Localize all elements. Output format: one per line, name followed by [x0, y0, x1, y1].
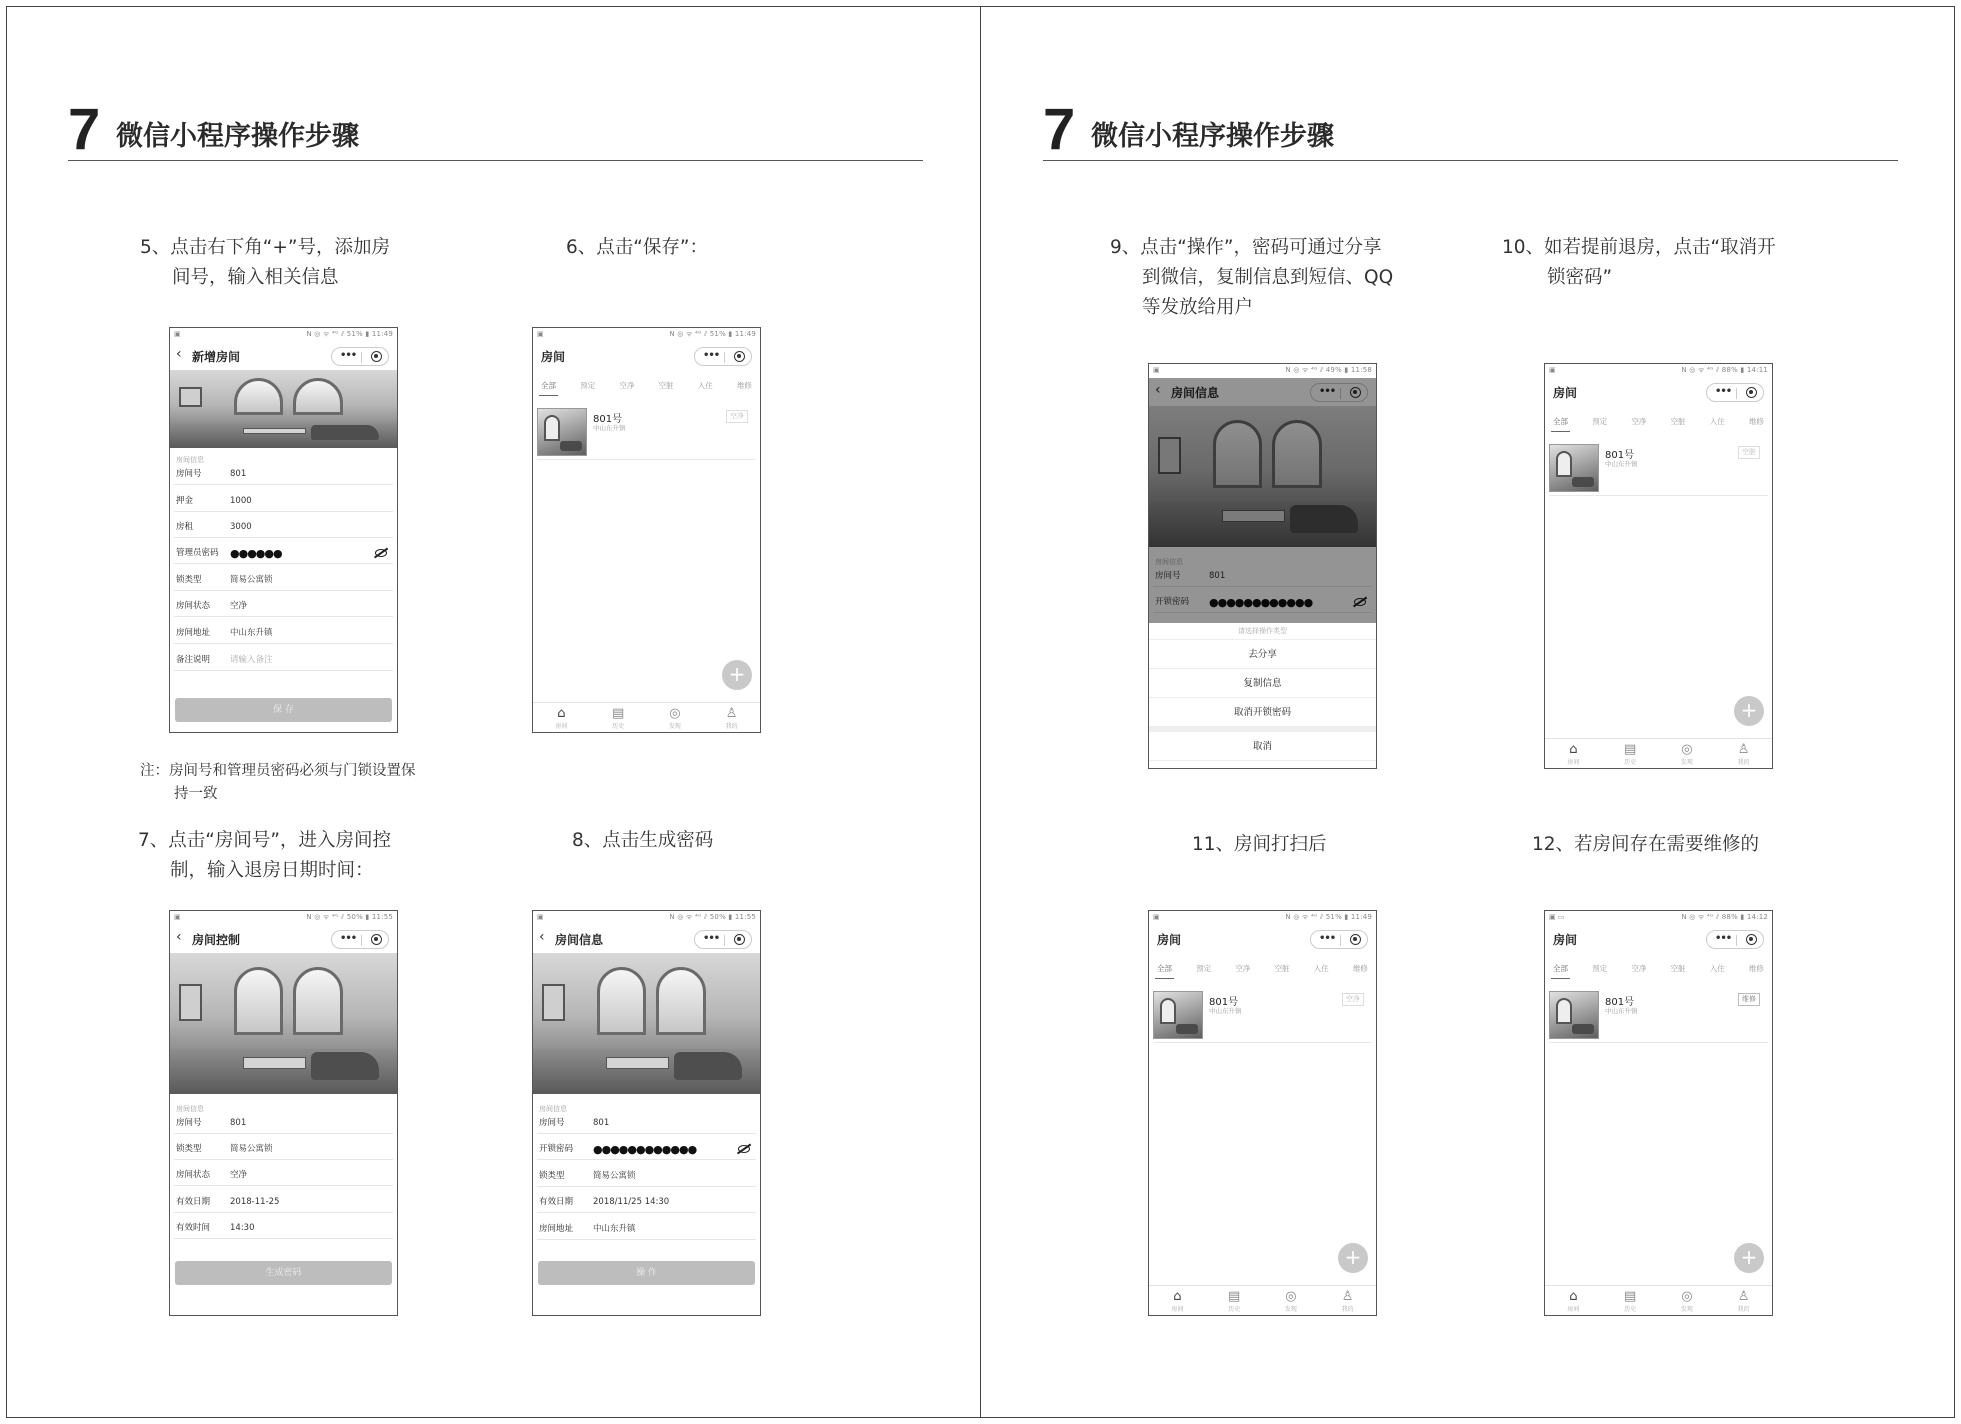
step5-line1: 5、点击右下角“+”号，添加房 [140, 237, 390, 258]
tabbar-label: 我的 [725, 723, 738, 730]
header-rule [1043, 160, 1898, 161]
step11-line1: 11、房间打扫后 [1192, 834, 1327, 855]
nav-title: 房间 [1553, 386, 1578, 400]
step8-line1: 8、点击生成密码 [572, 830, 714, 851]
row-address[interactable] [174, 623, 393, 644]
field-value: 2018/11/25 14:30 [593, 1197, 670, 1207]
tab-booked[interactable]: 预定 [1592, 417, 1608, 426]
nav-title: 新增房间 [192, 350, 241, 364]
step10-caption [1502, 233, 1776, 293]
tabbar-discover[interactable] [1667, 1286, 1707, 1315]
add-room-button[interactable]: + [1338, 1243, 1368, 1273]
back-arrow-icon[interactable]: ‹ [539, 929, 545, 945]
step5-caption [140, 233, 390, 293]
step5-line2: 间号，输入相关信息 [172, 267, 339, 288]
time-picker[interactable]: 14:30 [230, 1223, 255, 1233]
tab-occupied[interactable]: 入住 [697, 381, 713, 390]
field-value[interactable]: 简易公寓锁 [230, 575, 273, 585]
tab-all[interactable]: 全部 [1551, 963, 1570, 979]
note-line2: 持一致 [174, 786, 218, 802]
field-label: 房间地址 [176, 628, 211, 638]
tabbar-label: 我的 [1737, 1306, 1750, 1313]
tab-occupied[interactable]: 入住 [1709, 964, 1725, 973]
room-name: 801号 [1209, 997, 1239, 1008]
right-page-header [1043, 97, 1898, 162]
room-photo [170, 370, 397, 448]
field-value[interactable]: 空净 [230, 601, 248, 611]
step11-caption [1192, 830, 1327, 860]
room-address: 中山东升镇 [1605, 1007, 1638, 1015]
back-arrow-icon[interactable]: ‹ [176, 346, 182, 362]
tabbar-label: 历史 [1624, 759, 1637, 766]
row-admin-password[interactable] [174, 543, 393, 564]
row-room-no[interactable] [174, 1113, 393, 1134]
share-option[interactable]: 去分享 [1149, 640, 1376, 669]
status-bar [1545, 911, 1772, 924]
hide-password-icon[interactable] [738, 1145, 750, 1153]
close-target-icon[interactable] [371, 351, 382, 362]
row-deposit[interactable] [174, 491, 393, 512]
tab-all[interactable]: 全部 [1551, 416, 1570, 432]
field-value: 801 [1209, 571, 1226, 581]
tabbar-discover[interactable] [655, 703, 695, 732]
tab-dirty[interactable]: 空脏 [658, 381, 674, 390]
more-icon[interactable]: ••• [703, 933, 720, 944]
home-icon: ⌂ [1173, 1289, 1182, 1304]
tab-booked[interactable]: 预定 [580, 381, 596, 390]
filter-tabs [1551, 963, 1766, 979]
copy-info-option[interactable]: 复制信息 [1149, 669, 1376, 698]
room-thumbnail [1549, 444, 1599, 492]
tabbar-rooms[interactable] [1157, 1286, 1197, 1315]
field-value: 简易公寓锁 [593, 1171, 636, 1181]
more-icon[interactable]: ••• [340, 350, 357, 361]
section-label: 房间信息 [1155, 558, 1183, 566]
row-room-status[interactable] [174, 596, 393, 617]
list-item[interactable] [1549, 442, 1768, 496]
status-right: N ◎ ᯤ ⁴ᴳ ⫽ 88% ▮ 14:11 [1681, 366, 1768, 374]
status-bar [1149, 911, 1376, 924]
row-address [537, 1219, 756, 1240]
field-label: 房间状态 [176, 1170, 211, 1180]
capsule-menu[interactable] [331, 930, 389, 949]
status-left: ▣ [1153, 913, 1160, 921]
step10-line2: 锁密码” [1547, 267, 1613, 288]
compass-icon: ◎ [1285, 1289, 1297, 1304]
phone-room-list-clean [1148, 910, 1377, 1316]
status-right: N ◎ ᯤ ⁴ᴳ ⫽ 50% ▮ 11:55 [306, 913, 393, 921]
tabbar-rooms[interactable] [541, 703, 581, 732]
more-icon[interactable]: ••• [1319, 386, 1336, 397]
add-room-button[interactable]: + [1734, 1243, 1764, 1273]
status-badge: 空净 [1342, 993, 1364, 1006]
step7-caption [138, 826, 391, 886]
compass-icon: ◎ [1681, 742, 1693, 757]
status-right: N ◎ ᯤ ⁴ᴳ ⫽ 49% ▮ 11:58 [1285, 366, 1372, 374]
tab-dirty[interactable]: 空脏 [1274, 964, 1290, 973]
capsule-menu[interactable] [694, 930, 752, 949]
chapter-title: 微信小程序操作步骤 [1091, 121, 1334, 152]
phone-room-info [532, 910, 761, 1316]
more-icon[interactable]: ••• [1715, 933, 1732, 944]
field-value[interactable]: 801 [230, 469, 247, 479]
row-valid-date [537, 1192, 756, 1213]
field-label: 房间状态 [176, 601, 211, 611]
step9-line2: 到微信，复制信息到短信、QQ [1142, 267, 1394, 288]
phone-room-list [532, 327, 761, 733]
tabbar-label: 发现 [1680, 1306, 1693, 1313]
status-left: ▣ [174, 330, 181, 338]
tabbar-me[interactable] [712, 703, 752, 732]
nav-bar [533, 925, 760, 953]
remark-placeholder[interactable]: 请输入备注 [230, 655, 273, 665]
nav-bar [170, 342, 397, 370]
capsule-menu[interactable] [1706, 930, 1764, 949]
tabbar-label: 房间 [555, 723, 568, 730]
add-room-button[interactable]: + [722, 660, 752, 690]
history-icon: ▤ [1227, 1289, 1241, 1304]
status-left: ▣ [1549, 366, 1556, 374]
field-label: 锁类型 [176, 575, 202, 585]
more-icon[interactable]: ••• [1715, 386, 1732, 397]
tab-booked[interactable]: 预定 [1196, 964, 1212, 973]
user-icon: ♙ [1341, 1289, 1354, 1304]
chapter-title: 微信小程序操作步骤 [116, 121, 359, 152]
history-icon: ▤ [1623, 742, 1637, 757]
field-label: 备注说明 [176, 655, 211, 665]
generate-password-button[interactable]: 生成密码 [175, 1261, 392, 1285]
field-label: 房租 [176, 522, 194, 532]
room-name: 801号 [1605, 450, 1635, 461]
status-right: N ◎ ᯤ ⁴ᴳ ⫽ 51% ▮ 11:49 [1285, 913, 1372, 921]
row-unlock-password [537, 1139, 756, 1160]
back-arrow-icon[interactable]: ‹ [176, 929, 182, 945]
step12-caption [1532, 830, 1759, 860]
field-value[interactable]: 1000 [230, 496, 252, 506]
tabbar-label: 历史 [1228, 1306, 1241, 1313]
status-bar [170, 328, 397, 341]
list-item[interactable] [1549, 989, 1768, 1043]
status-left: ▣ [1153, 366, 1160, 374]
status-left: ▣ [174, 913, 181, 921]
row-room-no[interactable] [174, 464, 393, 485]
tabbar-history[interactable] [598, 703, 638, 732]
more-icon[interactable]: ••• [1319, 933, 1336, 944]
status-bar [1545, 364, 1772, 377]
tabbar-label: 房间 [1567, 1306, 1580, 1313]
room-thumbnail [537, 408, 587, 456]
note-line1: 注：房间号和管理员密码必须与门锁设置保 [140, 763, 416, 779]
tabbar-label: 房间 [1567, 759, 1580, 766]
tab-repair[interactable]: 维修 [1748, 964, 1764, 973]
close-target-icon[interactable] [734, 351, 745, 362]
status-badge: 空净 [726, 410, 748, 423]
list-item[interactable] [1153, 989, 1372, 1043]
tab-repair[interactable]: 维修 [1748, 417, 1764, 426]
row-valid-time[interactable] [174, 1218, 393, 1239]
tabbar-history[interactable] [1214, 1286, 1254, 1315]
close-target-icon[interactable] [734, 934, 745, 945]
status-badge: 空脏 [1738, 446, 1760, 459]
row-lock-type[interactable] [174, 570, 393, 591]
add-room-button[interactable]: + [1734, 696, 1764, 726]
tab-bar [1545, 1285, 1772, 1315]
section-label: 房间信息 [176, 1105, 204, 1113]
nav-bar [1545, 925, 1772, 953]
more-icon[interactable]: ••• [703, 350, 720, 361]
step8-caption [572, 826, 713, 856]
step9-line3: 等发放给用户 [1142, 297, 1254, 318]
field-value[interactable]: 801 [230, 1118, 247, 1128]
status-bar [170, 911, 397, 924]
tabbar-me[interactable] [1724, 1286, 1764, 1315]
user-icon: ♙ [725, 706, 738, 721]
tabbar-label: 我的 [1737, 759, 1750, 766]
close-target-icon[interactable] [1350, 934, 1361, 945]
field-label: 开锁密码 [539, 1144, 574, 1154]
tab-booked[interactable]: 预定 [1592, 964, 1608, 973]
back-arrow-icon[interactable]: ‹ [1155, 382, 1161, 398]
compass-icon: ◎ [1681, 1289, 1693, 1304]
status-badge: 维修 [1738, 993, 1760, 1006]
tabbar-label: 历史 [612, 723, 625, 730]
home-icon: ⌂ [1569, 742, 1578, 757]
status-right: N ◎ ᯤ ⁴ᴳ ⫽ 51% ▮ 11:49 [306, 330, 393, 338]
history-icon: ▤ [611, 706, 625, 721]
field-value[interactable]: 空净 [230, 1170, 248, 1180]
left-page-header [68, 97, 923, 162]
nav-title: 房间 [1553, 933, 1578, 947]
tabbar-label: 房间 [1171, 1306, 1184, 1313]
tab-clean[interactable]: 空净 [1631, 417, 1647, 426]
row-valid-date[interactable] [174, 1192, 393, 1213]
home-icon: ⌂ [1569, 1289, 1578, 1304]
tab-repair[interactable]: 维修 [1352, 964, 1368, 973]
field-value[interactable]: 中山东升镇 [230, 628, 273, 638]
filter-tabs [539, 380, 754, 396]
field-label: 房间地址 [539, 1224, 574, 1234]
action-sheet [1149, 623, 1376, 761]
room-address: 中山东升镇 [1605, 460, 1638, 468]
compass-icon: ◎ [669, 706, 681, 721]
password-dots: ●●●●●●●●●●●● [1209, 596, 1313, 609]
phone-add-room [169, 327, 398, 733]
tabbar-rooms[interactable] [1553, 1286, 1593, 1315]
field-label: 房间号 [176, 469, 202, 479]
hide-password-icon[interactable] [375, 549, 387, 557]
phone-room-list-dirty [1544, 363, 1773, 769]
filter-tabs [1155, 963, 1370, 979]
step7-line1: 7、点击“房间号”，进入房间控 [138, 830, 391, 851]
field-label: 房间号 [1155, 571, 1181, 581]
note-caption [140, 760, 416, 806]
tab-all[interactable]: 全部 [539, 380, 558, 396]
nav-title: 房间信息 [555, 933, 604, 947]
filter-tabs [1551, 416, 1766, 432]
tabbar-me[interactable] [1328, 1286, 1368, 1315]
nav-title: 房间信息 [1171, 386, 1220, 400]
status-left: ▣ [537, 913, 544, 921]
row-remark[interactable] [174, 650, 393, 671]
tabbar-label: 发现 [668, 723, 681, 730]
row-room-no [537, 1113, 756, 1134]
row-rent[interactable] [174, 517, 393, 538]
nav-title: 房间控制 [192, 933, 241, 947]
capsule-menu[interactable] [1706, 383, 1764, 402]
user-icon: ♙ [1737, 742, 1750, 757]
tab-bar [1545, 738, 1772, 768]
room-thumbnail [1549, 991, 1599, 1039]
tab-all[interactable]: 全部 [1155, 963, 1174, 979]
tab-dirty[interactable]: 空脏 [1670, 964, 1686, 973]
phone-room-control [169, 910, 398, 1316]
field-label: 房间号 [176, 1118, 202, 1128]
capsule-menu[interactable] [1310, 930, 1368, 949]
tab-clean[interactable]: 空净 [1235, 964, 1251, 973]
password-dots[interactable]: ●●●●●● [230, 547, 282, 560]
room-photo [170, 953, 397, 1094]
status-right: N ◎ ᯤ ⁴ᴳ ⫽ 50% ▮ 11:55 [669, 913, 756, 921]
close-target-icon[interactable] [1746, 934, 1757, 945]
capsule-menu[interactable] [331, 347, 389, 366]
step9-caption [1110, 233, 1393, 323]
field-label: 锁类型 [539, 1171, 565, 1181]
field-value: 中山东升镇 [593, 1224, 636, 1234]
room-photo [533, 953, 760, 1094]
step6-line1: 6、点击“保存”： [566, 237, 708, 258]
room-address: 中山东升镇 [1209, 1007, 1242, 1015]
nav-bar [170, 925, 397, 953]
save-button[interactable]: 保 存 [175, 698, 392, 722]
step9-line1: 9、点击“操作”，密码可通过分享 [1110, 237, 1382, 258]
nav-bar [1149, 925, 1376, 953]
cancel-button[interactable]: 取消 [1149, 732, 1376, 761]
field-label: 有效时间 [176, 1223, 211, 1233]
field-label: 管理员密码 [176, 548, 219, 558]
field-label: 房间号 [539, 1118, 565, 1128]
tab-bar [533, 702, 760, 732]
field-label: 有效日期 [539, 1197, 574, 1207]
status-right: N ◎ ᯤ ⁴ᴳ ⫽ 51% ▮ 11:49 [669, 330, 756, 338]
section-label: 房间信息 [176, 456, 204, 464]
tab-dirty[interactable]: 空脏 [1670, 417, 1686, 426]
field-label: 押金 [176, 496, 194, 506]
tabbar-history[interactable] [1610, 739, 1650, 768]
nav-title: 房间 [1157, 933, 1182, 947]
nav-title: 房间 [541, 350, 566, 364]
header-rule [68, 160, 923, 161]
field-value: 801 [593, 1118, 610, 1128]
close-target-icon[interactable] [371, 934, 382, 945]
field-value[interactable]: 简易公寓锁 [230, 1144, 273, 1154]
date-picker[interactable]: 2018-11-25 [230, 1197, 280, 1207]
status-bar [1149, 364, 1376, 377]
section-label: 房间信息 [539, 1105, 567, 1113]
row-lock-type[interactable] [174, 1139, 393, 1160]
password-dots: ●●●●●●●●●●●● [593, 1143, 697, 1156]
step6-caption [566, 233, 708, 263]
field-label: 锁类型 [176, 1144, 202, 1154]
room-name: 801号 [593, 414, 623, 425]
tabbar-discover[interactable] [1271, 1286, 1311, 1315]
cancel-password-option[interactable]: 取消开锁密码 [1149, 698, 1376, 727]
page-fold-divider [980, 6, 981, 1418]
tabbar-label: 我的 [1341, 1306, 1354, 1313]
tab-occupied[interactable]: 入住 [1313, 964, 1329, 973]
field-value[interactable]: 3000 [230, 522, 252, 532]
nav-bar [533, 342, 760, 370]
field-label: 有效日期 [176, 1197, 211, 1207]
tabbar-discover[interactable] [1667, 739, 1707, 768]
list-item[interactable] [537, 406, 756, 460]
phone-action-sheet [1148, 363, 1377, 769]
nav-bar [1545, 378, 1772, 406]
status-bar [533, 911, 760, 924]
tabbar-me[interactable] [1724, 739, 1764, 768]
step7-line2: 制，输入退房日期时间： [170, 860, 374, 881]
tab-clean[interactable]: 空净 [1631, 964, 1647, 973]
step10-line1: 10、如若提前退房，点击“取消开 [1502, 237, 1776, 258]
tab-bar [1149, 1285, 1376, 1315]
tabbar-label: 历史 [1624, 1306, 1637, 1313]
operate-button[interactable]: 操 作 [538, 1261, 755, 1285]
tabbar-label: 发现 [1284, 1306, 1297, 1313]
modal-overlay[interactable] [1149, 378, 1376, 637]
chapter-number: 7 [68, 97, 101, 162]
capsule-menu[interactable] [694, 347, 752, 366]
status-left: ▣ [537, 330, 544, 338]
chapter-number: 7 [1043, 97, 1076, 162]
history-icon: ▤ [1623, 1289, 1637, 1304]
phone-room-list-repair [1544, 910, 1773, 1316]
step12-line1: 12、若房间存在需要维修的 [1532, 834, 1760, 855]
status-bar [533, 328, 760, 341]
tabbar-rooms[interactable] [1553, 739, 1593, 768]
tab-repair[interactable]: 维修 [736, 381, 752, 390]
room-thumbnail [1153, 991, 1203, 1039]
room-name: 801号 [1605, 997, 1635, 1008]
home-icon: ⌂ [557, 706, 566, 721]
row-lock-type [537, 1166, 756, 1187]
tabbar-label: 发现 [1680, 759, 1693, 766]
more-icon[interactable]: ••• [340, 933, 357, 944]
tab-occupied[interactable]: 入住 [1709, 417, 1725, 426]
field-label: 开锁密码 [1155, 597, 1190, 607]
status-left: ▣ ▭ [1549, 913, 1565, 921]
row-room-status[interactable] [174, 1165, 393, 1186]
tabbar-history[interactable] [1610, 1286, 1650, 1315]
user-icon: ♙ [1737, 1289, 1750, 1304]
room-address: 中山东升镇 [593, 424, 626, 432]
tab-clean[interactable]: 空净 [619, 381, 635, 390]
action-sheet-title: 请选择操作类型 [1149, 623, 1376, 640]
close-target-icon[interactable] [1746, 387, 1757, 398]
status-right: N ◎ ᯤ ⁴ᴳ ⫽ 88% ▮ 14:12 [1681, 913, 1768, 921]
